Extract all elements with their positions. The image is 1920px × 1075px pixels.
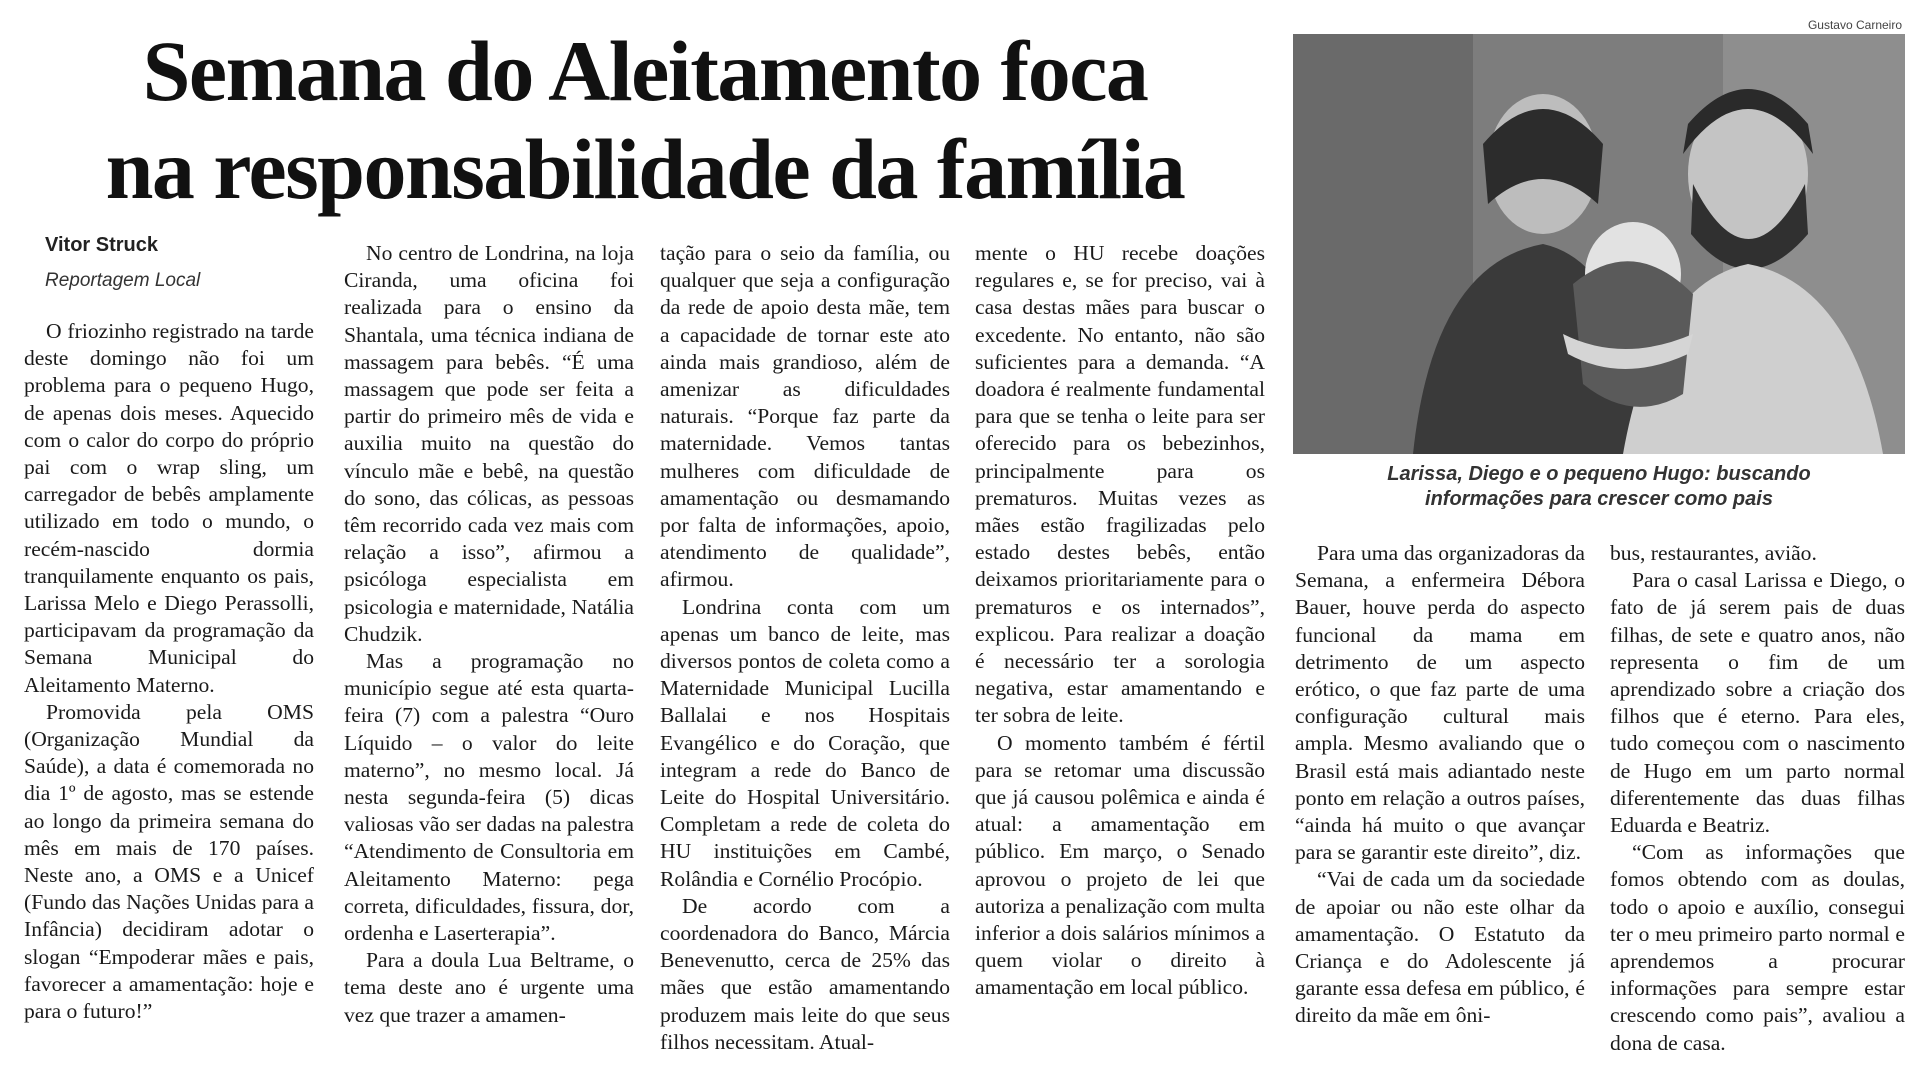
article-column-2 bbox=[344, 240, 634, 1029]
article-column-1 bbox=[24, 318, 314, 1025]
article-column-4 bbox=[975, 240, 1265, 1002]
section-label: Reportagem Local bbox=[45, 270, 201, 291]
paragraph: tação para o seio da família, ou qualquer que seja a configuração da rede de apoio desta mãe, tem a capacidade de tornar este ato ainda mais grandioso, além de amenizar as dificuldades naturais. “Porque faz parte da maternidade. Vemos tantas mulheres com dificuldade de amamentação ou desmamando por falta de informações, apoio, atendimento de qualidade”, afirmou. bbox=[660, 241, 950, 592]
paragraph: bus, restaurantes, avião. bbox=[1610, 541, 1817, 565]
caption-line-1: Larissa, Diego e o pequeno Hugo: buscando bbox=[1387, 463, 1811, 485]
article-column-6 bbox=[1610, 540, 1905, 1057]
family-photo bbox=[1293, 34, 1905, 454]
headline-line-1: Semana do Aleitamento foca bbox=[142, 23, 1148, 119]
paragraph: O momento também é fértil para se retomar uma discussão que já causou polêmica e ainda é atual: a amamentação em público. Em março, o Senado aprovou o projeto de lei que autoriza a penalização com multa inferior a dois salários mínimos a quem violar o direito à amamentação em local público. bbox=[975, 730, 1265, 1000]
paragraph: De acordo com a coordenadora do Banco, Márcia Benevenutto, cerca de 25% das mães que estão amamentando produzem mais leite do que seus filhos necessitam. Atual- bbox=[660, 893, 950, 1054]
paragraph: Para uma das organizadoras da Semana, a enfermeira Débora Bauer, houve perda do aspecto funcional da mama em detrimento de um aspecto erótico, o que faz parte de uma configuração cultural mais ampla. Mesmo avaliando que o Brasil está mais adiantado neste ponto em relação a outros países, “ainda há muito o que avançar para se garantir este direito”, diz. bbox=[1295, 541, 1585, 865]
headline bbox=[0, 22, 1290, 218]
paragraph: Para a doula Lua Beltrame, o tema deste ano é urgente uma vez que trazer a amamen- bbox=[344, 948, 634, 1027]
photo-caption bbox=[1293, 462, 1905, 512]
article-column-3 bbox=[660, 240, 950, 1056]
paragraph: Para o casal Larissa e Diego, o fato de já serem pais de duas filhas, de sete e quatro anos, não representa o fim de um aprendizado sobre a criação dos filhos que é eterno. Para eles, tudo começou com o nascimento de Hugo em um parto normal diferentemente das duas filhas Eduarda e Beatriz. bbox=[1610, 568, 1905, 838]
article-column-5 bbox=[1295, 540, 1585, 1030]
author-byline: Vitor Struck bbox=[45, 234, 158, 256]
caption-line-2: informações para crescer como pais bbox=[1425, 488, 1773, 510]
paragraph: Londrina conta com um apenas um banco de leite, mas diversos pontos de coleta como a Maternidade Municipal Lucilla Ballalai e nos Hospitais Evangélico e do Coração, que integram a rede do Banco de Leite do Hospital Universitário. Completam a rede de coleta do HU instituições em Cambé, Rolândia e Cornélio Procópio. bbox=[660, 594, 950, 891]
paragraph: “Vai de cada um da sociedade de apoiar ou não este olhar da amamentação. O Estatuto da Criança e do Adolescente já garante essa defesa em público, é direito da mãe em ôni- bbox=[1295, 867, 1585, 1028]
paragraph: mente o HU recebe doações regulares e, se for preciso, vai à casa destas mães para buscar o excedente. No entanto, não são suficientes para a demanda. “A doadora é realmente fundamental para que se tenha o leite para ser oferecido para os bebezinhos, principalmente para os prematuros. Muitas vezes as mães estão fragilizadas pelo estado destes bebês, então deixamos prioritariamente para o prematuros e os internados”, explicou. Para realizar a doação é necessário ter a sorologia negativa, estar amamentando e ter sobra de leite. bbox=[975, 241, 1265, 728]
paragraph: Promovida pela OMS (Organização Mundial da Saúde), a data é comemorada no dia 1º de agosto, mas se estende ao longo da primeira semana do mês em mais de 170 países. Neste ano, a OMS e a Unicef (Fundo das Nações Unidas para a Infância) decidiram adotar o slogan “Empoderar mães e pais, favorecer a amamentação: hoje e para o futuro!” bbox=[24, 699, 314, 1024]
paragraph: O friozinho registrado na tarde deste domingo não foi um problema para o pequeno Hugo, de apenas dois meses. Aquecido com o calor do corpo do próprio pai com o wrap sling, um carregador de bebês amplamente utilizado em todo o mundo, o recém-nascido dormia tranquilamente enquanto os pais, Larissa Melo e Diego Perassolli, participavam da programação da Semana Municipal do Aleitamento Materno. bbox=[24, 319, 314, 697]
headline-line-2: na responsabilidade da família bbox=[105, 121, 1185, 217]
photo-credit: Gustavo Carneiro bbox=[1807, 18, 1902, 32]
paragraph: “Com as informações que fomos obtendo com as doulas, todo o apoio e auxílio, consegui ter o meu primeiro parto normal e aprendemos a procurar informações para sempre estar crescendo como pais”, avaliou a dona de casa. bbox=[1610, 840, 1905, 1055]
paragraph: No centro de Londrina, na loja Ciranda, uma oficina foi realizada para o ensino da Shantala, uma técnica indiana de massagem para bebês. “É uma massagem que pode ser feita a partir do primeiro mês de vida e auxilia muito na questão do vínculo mãe e bebê, na questão do sono, das cólicas, as pessoas têm recorrido cada vez mais com relação a isso”, afirmou a psicóloga especialista em psicologia e maternidade, Natália Chudzik. bbox=[344, 241, 634, 646]
family-photo-illustration bbox=[1293, 34, 1905, 454]
paragraph: Mas a programação no município segue até esta quarta-feira (7) com a palestra “Ouro Líquido – o valor do leite materno”, no mesmo local. Já nesta segunda-feira (5) dicas valiosas vão ser dadas na palestra “Atendimento de Consultoria em Aleitamento Materno: pega correta, dificuldades, fissura, dor, ordenha e Laserterapia”. bbox=[344, 649, 634, 946]
